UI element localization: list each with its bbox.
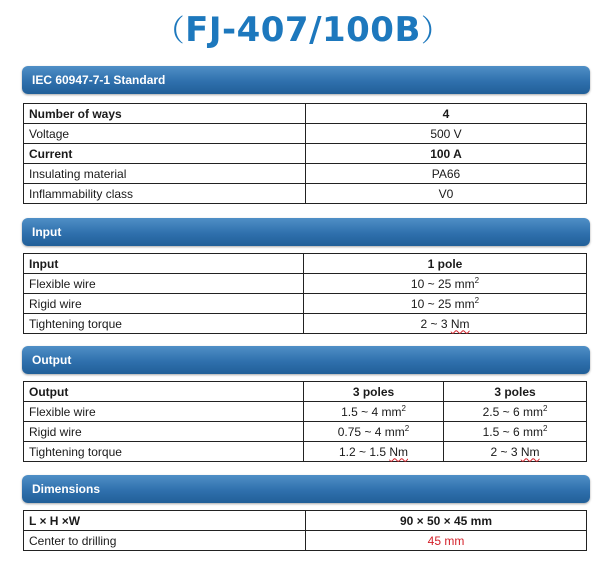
value-text: 1.5 ~ 6 mm <box>482 424 543 439</box>
spec-value: PA66 <box>306 164 587 184</box>
table-row <box>24 442 587 462</box>
spec-value <box>304 422 444 442</box>
spec-value <box>304 442 444 462</box>
spec-value <box>444 442 587 462</box>
section-header-input <box>22 218 590 246</box>
superscript: 2 <box>401 403 406 413</box>
output-table <box>23 381 587 462</box>
spec-value: 45 mm <box>306 531 587 551</box>
table-row <box>24 104 587 124</box>
spec-name: Tightening torque <box>24 442 304 462</box>
spec-name: Voltage <box>24 124 306 144</box>
section-label-dimensions: Dimensions <box>32 482 101 496</box>
value-text: 10 ~ 25 mm <box>410 296 475 311</box>
spec-name: Center to drilling <box>24 531 306 551</box>
spec-value: 3 poles <box>304 382 444 402</box>
spec-value: 4 <box>306 104 587 124</box>
value-text: 2 ~ 3 <box>490 444 521 459</box>
section-label-output: Output <box>32 353 72 367</box>
spec-name: Tightening torque <box>24 314 304 334</box>
spec-value <box>304 274 587 294</box>
table-row <box>24 124 587 144</box>
table-row <box>24 314 587 334</box>
spec-value <box>304 402 444 422</box>
table-row <box>24 144 587 164</box>
spec-value <box>444 422 587 442</box>
spec-value <box>444 402 587 422</box>
section-header-output <box>22 346 590 374</box>
superscript: 2 <box>474 295 480 305</box>
spec-name: Flexible wire <box>24 274 304 294</box>
section-header-dimensions <box>22 475 590 503</box>
standard-table <box>23 103 587 204</box>
value-unit: Nm <box>520 444 540 459</box>
section-label-input: Input <box>32 225 62 239</box>
input-table <box>23 253 587 334</box>
value-unit: Nm <box>450 316 470 331</box>
spec-name: Insulating material <box>24 164 306 184</box>
spec-value: 3 poles <box>444 382 587 402</box>
value-text: 2 ~ 3 <box>420 316 451 331</box>
spec-name: Current <box>24 144 306 164</box>
value-text: 10 ~ 25 mm <box>410 276 475 291</box>
dimensions-table <box>23 510 587 551</box>
table-row <box>24 184 587 204</box>
spec-value: 1 pole <box>304 254 587 274</box>
value-text: 1.5 ~ 4 mm <box>341 404 402 419</box>
spec-name: Inflammability class <box>24 184 306 204</box>
spec-value <box>304 294 587 314</box>
superscript: 2 <box>404 423 410 433</box>
value-text: 1.2 ~ 1.5 <box>338 444 390 459</box>
title-model: FJ-407/100B <box>185 10 421 50</box>
spec-value: 90 × 50 × 45 mm <box>306 511 587 531</box>
spec-name: Number of ways <box>24 104 306 124</box>
superscript: 2 <box>474 275 480 285</box>
spec-value <box>304 314 587 334</box>
value-unit: Nm <box>389 444 409 459</box>
value-text: 2.5 ~ 6 mm <box>482 404 543 419</box>
spec-name: Flexible wire <box>24 402 304 422</box>
table-row <box>24 382 587 402</box>
page-title <box>0 4 606 56</box>
table-row <box>24 402 587 422</box>
title-close-paren: ） <box>420 14 452 49</box>
table-row <box>24 274 587 294</box>
spec-name: L × H ×W <box>24 511 306 531</box>
superscript: 2 <box>542 403 548 413</box>
spec-name: Rigid wire <box>24 422 304 442</box>
table-row <box>24 531 587 551</box>
spec-name: Input <box>24 254 304 274</box>
spec-name: Output <box>24 382 304 402</box>
spec-value: 500 V <box>306 124 587 144</box>
table-row <box>24 422 587 442</box>
table-row <box>24 294 587 314</box>
table-row <box>24 511 587 531</box>
value-text: 0.75 ~ 4 mm <box>337 424 405 439</box>
spec-value: V0 <box>306 184 587 204</box>
title-open-paren: （ <box>154 14 186 49</box>
table-row <box>24 164 587 184</box>
section-label-standard: IEC 60947-7-1 Standard <box>32 73 166 87</box>
superscript: 2 <box>542 423 548 433</box>
section-header-standard <box>22 66 590 94</box>
spec-name: Rigid wire <box>24 294 304 314</box>
spec-value: 100 A <box>306 144 587 164</box>
table-row <box>24 254 587 274</box>
